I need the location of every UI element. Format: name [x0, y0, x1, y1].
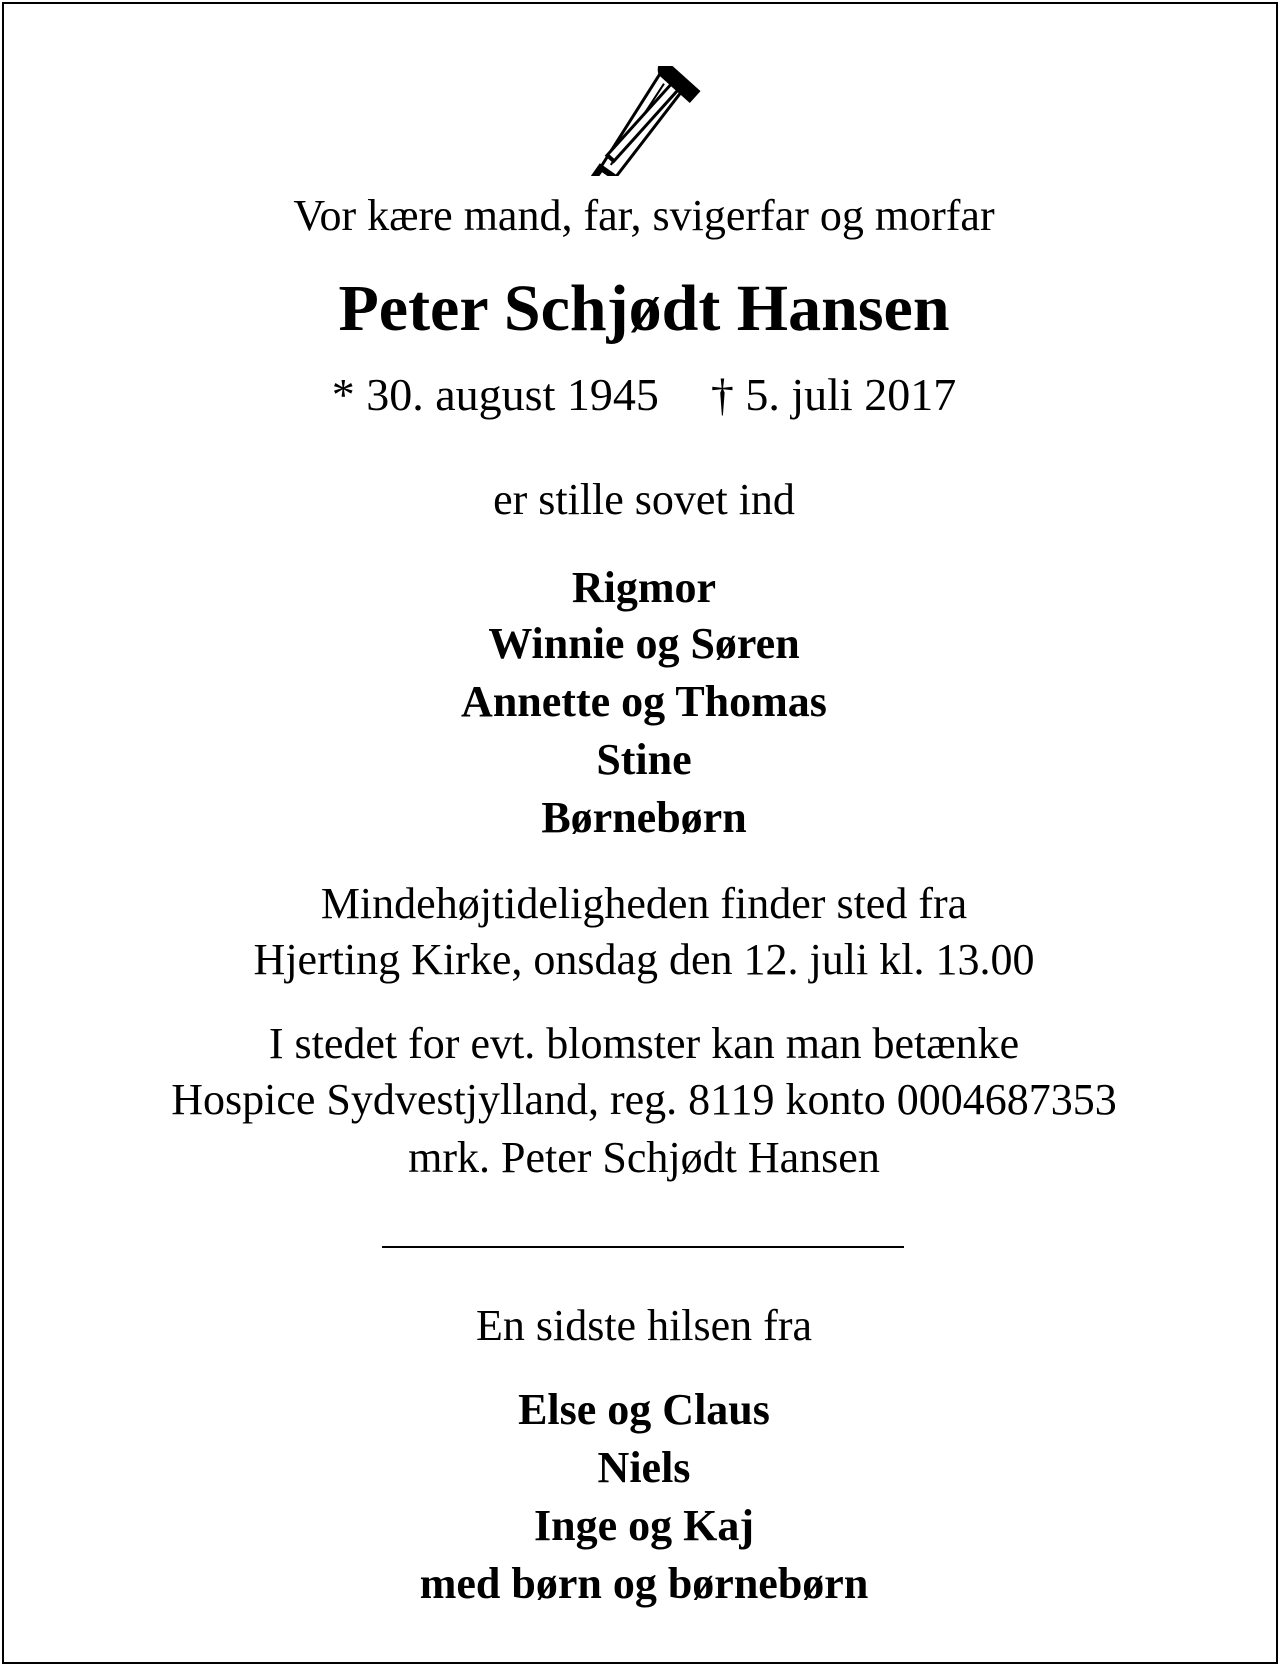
family-member: Stine [596, 735, 692, 784]
greeting-sender: Inge og Kaj [534, 1501, 754, 1550]
greeting-sender: Niels [597, 1443, 691, 1492]
deceased-name: Peter Schjødt Hansen [338, 272, 950, 345]
intro-line: Vor kære mand, far, svigerfar og morfar [293, 191, 995, 240]
greeting-intro: En sidste hilsen fra [475, 1301, 813, 1350]
donation-line: I stedet for evt. blomster kan man betænke [268, 1019, 1020, 1068]
family-member: Winnie og Søren [488, 619, 800, 668]
donation-line: Hospice Sydvestjylland, reg. 8119 konto 0004687353 [171, 1075, 1117, 1124]
obituary-notice [2, 2, 1278, 1664]
donation-line: mrk. Peter Schjødt Hansen [408, 1133, 880, 1182]
service-line: Hjerting Kirke, onsdag den 12. juli kl. 13.00 [253, 935, 1035, 984]
death-date: † 5. juli 2017 [710, 369, 957, 420]
hammer-and-saw-icon [564, 66, 724, 176]
divider [382, 1246, 904, 1248]
greeting-sender: med børn og børnebørn [419, 1559, 869, 1608]
family-member: Rigmor [571, 563, 717, 612]
family-member: Annette og Thomas [461, 677, 827, 726]
service-line: Mindehøjtideligheden finder sted fra [320, 879, 968, 928]
greeting-sender: Else og Claus [518, 1385, 770, 1434]
life-dates [4, 369, 1280, 420]
family-member: Børnebørn [541, 793, 747, 842]
passing-line: er stille sovet ind [493, 475, 795, 524]
birth-date: * 30. august 1945 [331, 369, 659, 420]
